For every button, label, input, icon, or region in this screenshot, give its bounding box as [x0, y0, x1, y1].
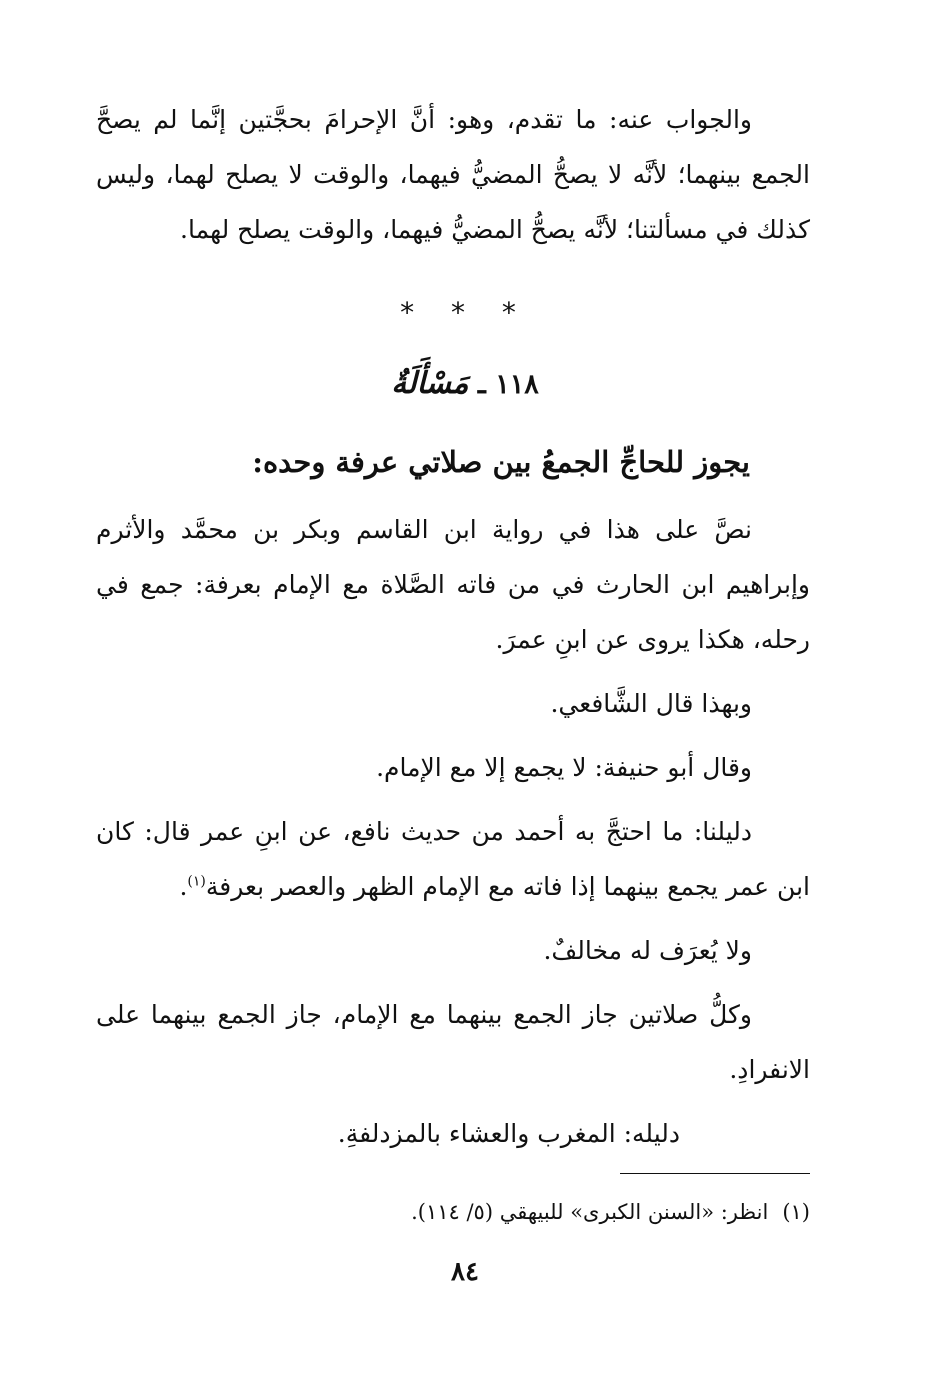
- section-separator: * * *: [400, 296, 530, 329]
- issue-header: [300, 360, 630, 409]
- issue-number: ١١٨ ـ: [477, 369, 539, 400]
- issue-label: مَسْأَلَةٌ: [391, 366, 469, 401]
- body-paragraph-2: وبهذا قال الشَّافعي.: [550, 689, 752, 718]
- page-number: ٨٤: [451, 1257, 479, 1287]
- body-paragraph-7: دليله: المغرب والعشاء بالمزدلفةِ.: [337, 1119, 680, 1148]
- footnote-divider: [620, 1173, 810, 1174]
- body-paragraph-1: نصَّ على هذا في رواية ابن القاسم وبكر بن محمَّد والأثرم وإبراهيم ابن الحارث في من فاته الصَّلاة مع الإمام بعرفة: جمع في رحله، هكذا يروى عن ابنِ عمرَ.: [96, 515, 810, 654]
- body-paragraph-4-end: .: [179, 872, 188, 901]
- body-paragraph-4-text: دليلنا: ما احتجَّ به أحمد من حديث نافع، عن ابنِ عمر قال: كان ابن عمر يجمع بينهما إذا فاته مع الإمام الظهر والعصر بعرفة: [96, 817, 810, 901]
- footnote: [96, 1192, 810, 1232]
- footnote-number: (١): [782, 1200, 810, 1224]
- body-paragraph-5: ولا يُعرَف له مخالفٌ.: [543, 936, 752, 965]
- body-paragraph-3: وقال أبو حنيفة: لا يجمع إلا مع الإمام.: [376, 753, 752, 782]
- footnote-reference[interactable]: (١): [187, 873, 206, 890]
- intro-paragraph: والجواب عنه: ما تقدم، وهو: أنَّ الإحرامَ بحجَّتين إنَّما لم يصحَّ الجمع بينهما؛ لأنَّه لا يصحُّ المضيُّ فيهما، والوقت لا يصلح لهما، وليس كذلك في مسألتنا؛ لأنَّه يصحُّ المضيُّ فيهما، والوقت يصلح لهما.: [96, 105, 810, 244]
- section-heading: يجوز للحاجِّ الجمعُ بين صلاتي عرفة وحده:: [252, 445, 750, 479]
- main-section: [96, 502, 810, 1161]
- intro-section: [96, 92, 810, 257]
- body-paragraph-4: [96, 804, 810, 914]
- footnote-text: انظر: «السنن الكبرى» للبيهقي (٥/ ١١٤).: [411, 1200, 769, 1224]
- body-paragraph-6: وكلُّ صلاتين جاز الجمع بينهما مع الإمام، جاز الجمع بينهما على الانفرادِ.: [96, 1000, 810, 1084]
